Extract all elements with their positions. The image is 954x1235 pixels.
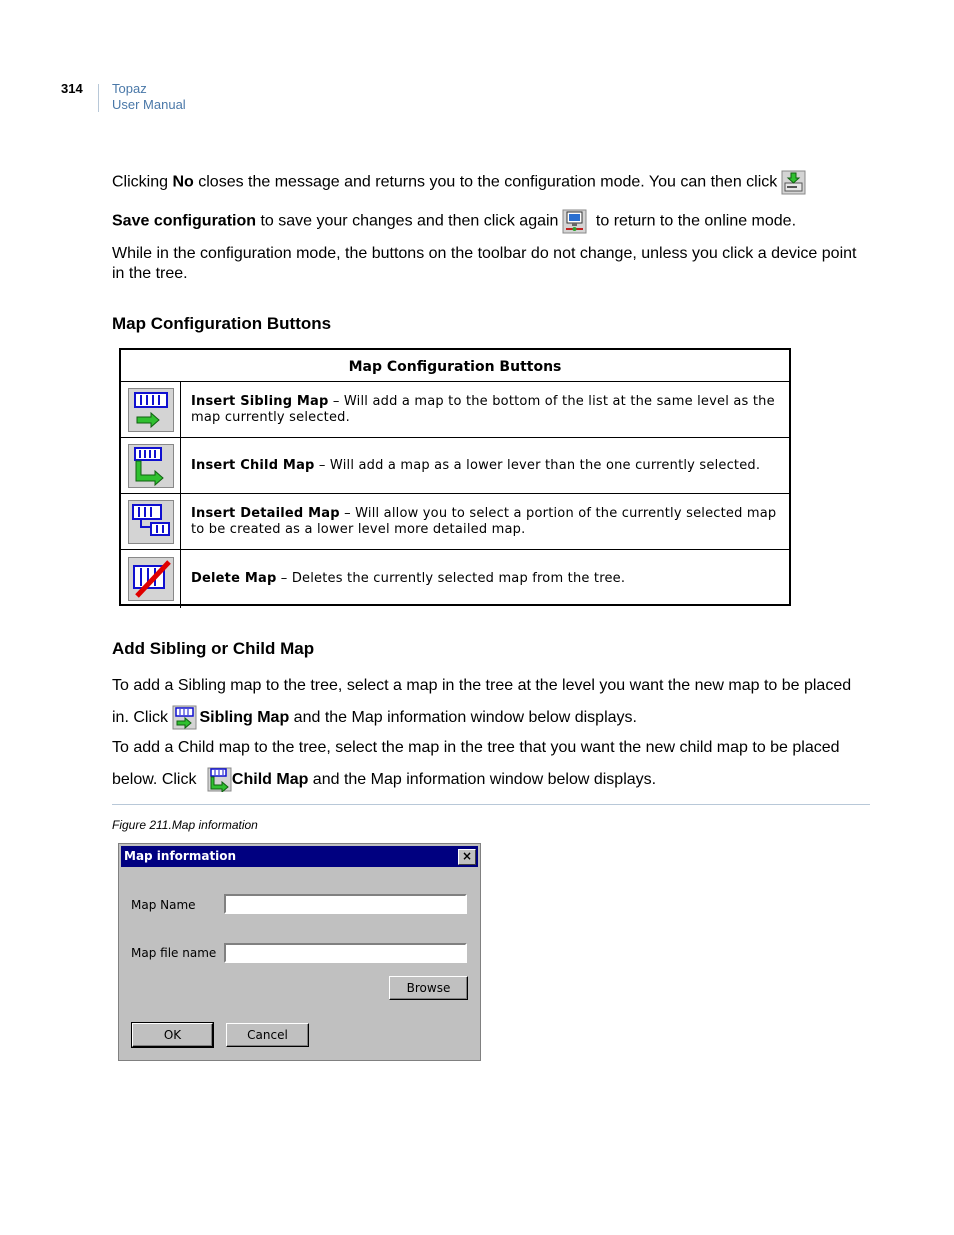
insert-detailed-map-icon: [128, 500, 174, 544]
online-mode-icon[interactable]: [562, 209, 587, 234]
cancel-button[interactable]: Cancel: [226, 1023, 309, 1047]
table-row: [121, 494, 789, 550]
page-number: 314: [61, 81, 83, 96]
browse-button[interactable]: Browse: [389, 976, 468, 1000]
insert-sibling-map-icon: [128, 388, 174, 432]
table-row: [121, 438, 789, 494]
paragraph-configuration-mode: While in the configuration mode, the buttons on the toolbar do not change, unless you click a device point in the tree.: [112, 245, 857, 282]
delete-map-icon: [128, 557, 174, 601]
table-row: [121, 382, 789, 438]
figure-divider: [112, 804, 870, 805]
dialog-title: Map information: [124, 849, 237, 863]
row-description: Insert Sibling Map – Will add a map to the bottom of the list at the same level as the map currently selected.: [191, 393, 775, 425]
map-file-name-input[interactable]: [224, 943, 467, 963]
table-row: [121, 550, 789, 608]
row-description: Insert Detailed Map – Will allow you to select a portion of the currently selected map to be created as a lower level more detailed map.: [191, 505, 777, 537]
paragraph-add-child: To add a Child map to the tree, select the map in the tree that you want the new child map to be placed below. Click Child Map and the Map information window below displays.: [112, 732, 872, 796]
map-name-input[interactable]: [224, 894, 467, 914]
map-information-dialog: [118, 843, 481, 1061]
map-file-name-label: Map file name: [131, 946, 217, 960]
product-name: Topaz: [112, 81, 147, 96]
paragraph-add-sibling: To add a Sibling map to the tree, select a map in the tree at the level you want the new map to be placed in. Click Sibling Map and the Map information window below displays.: [112, 670, 872, 734]
figure-caption: Figure 211.Map information: [112, 818, 258, 832]
running-header: [112, 81, 186, 113]
header-divider: [98, 84, 99, 112]
section-heading-add-sibling-child: Add Sibling or Child Map: [112, 639, 315, 658]
insert-child-map-icon: [128, 444, 174, 488]
child-map-icon[interactable]: [207, 767, 232, 792]
paragraph-clicking-no: Clicking No closes the message and returns you to the configuration mode. You can then click: [112, 170, 872, 195]
table-header: Map Configuration Buttons: [121, 350, 789, 382]
row-description: Delete Map – Deletes the currently selected map from the tree.: [191, 571, 626, 586]
dialog-title-bar: [121, 846, 478, 867]
row-description: Insert Child Map – Will add a map as a lower lever than the one currently selected.: [191, 457, 761, 473]
paragraph-save-configuration: Save configuration to save your changes and then click again to return to the online mode.: [112, 209, 872, 234]
manual-name: User Manual: [112, 97, 186, 112]
map-name-label: Map Name: [131, 898, 196, 912]
section-heading-map-configuration: Map Configuration Buttons: [112, 314, 332, 333]
map-configuration-table: [119, 348, 791, 606]
save-configuration-icon[interactable]: [781, 170, 806, 195]
close-button[interactable]: ×: [458, 849, 476, 865]
sibling-map-icon[interactable]: [172, 705, 197, 730]
ok-button[interactable]: OK: [132, 1023, 213, 1047]
